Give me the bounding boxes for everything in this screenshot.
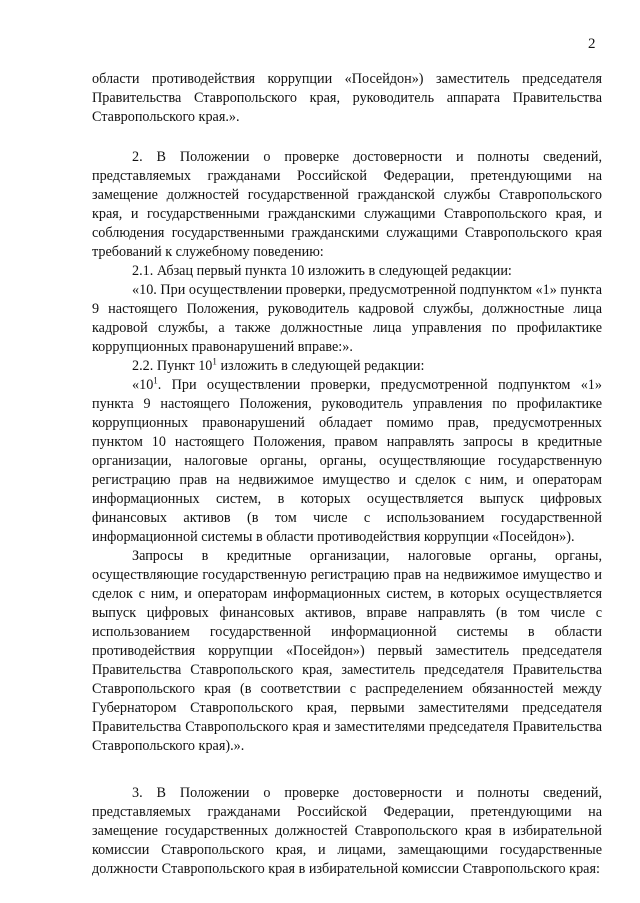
item-2-2-text: 2.2. Пункт 10	[132, 358, 213, 374]
superscript: 1	[153, 375, 158, 386]
paragraph-item-2-1: 2.1. Абзац первый пункта 10 изложить в следующей редакции:	[132, 263, 512, 279]
paragraph-item-2-2	[92, 357, 602, 376]
superscript: 1	[212, 356, 217, 367]
paragraph-quote-10: «10. При осуществлении проверки, предусмотренной подпунктом «1» пункта 9 настоящего Положения, руководитель кадровой службы, должностные лица кадровой службы, а также должностные лица управления по профилактике коррупционных правонарушений вправе:».	[92, 282, 602, 355]
paragraph-continuation: области противодействия коррупции «Посейдон») заместитель председателя Правительства Ставропольского края, руководитель аппарата Правительства Ставропольского края.».	[92, 71, 602, 125]
quote-10-1-start: «10	[132, 377, 154, 393]
document-body	[92, 70, 602, 879]
paragraph-requests: Запросы в кредитные организации, налоговые органы, органы, осуществляющие государственную регистрацию прав на недвижимое имущество и сделок с ним, и операторам информационных систем, в которых осуществляется выпуск цифровых финансовых активов, вправе направлять (в том числе с использованием государственной информационной системы в области противодействия коррупции «Посейдон») первый заместитель председателя Правительства Ставропольского края, заместитель председателя Правительства Ставропольского края (в соответствии с распределением обязанностей между Губернатором Ставропольского края, первыми заместителями председателя Правительства Ставропольского края и заместителями председателя Правительства Ставропольского края).».	[92, 548, 602, 754]
paragraph-quote-10-1	[92, 376, 602, 547]
paragraph-section-3: 3. В Положении о проверке достоверности и полноты сведений, представляемых гражданами Российской Федерации, претендующими на замещение государственных должностей Ставропольского края в избирательной комиссии Ставропольского края, и лицами, замещающими государственные должности Ставропольского края в избирательной комиссии Ставропольского края:	[92, 785, 602, 877]
page-number: 2	[588, 36, 596, 52]
paragraph-section-2: 2. В Положении о проверке достоверности и полноты сведений, представляемых гражданами Российской Федерации, претендующими на замещение должностей государственной гражданской службы Ставропольского края, и государственными гражданскими служащими Ставропольского края, и соблюдения государственными гражданскими служащими Ставропольского края требований к служебному поведению:	[92, 149, 602, 260]
quote-10-1-body: . При осуществлении проверки, предусмотренной подпунктом «1» пункта 9 настоящего Положения, руководитель управления по профилактике коррупционных правонарушений обладает помимо прав, предусмотренных пунктом 10 настоящего Положения, правом направлять запросы в кредитные организации, налоговые органы, органы, осуществляющие государственную регистрацию прав на недвижимое имущество и сделок с ним, и операторам информационных систем, в которых осуществляется выпуск цифровых финансовых активов (в том числе с использованием государственной информационной системы в области противодействия коррупции «Посейдон»).	[92, 377, 602, 545]
item-2-2-text-end: изложить в следующей редакции:	[216, 358, 425, 374]
